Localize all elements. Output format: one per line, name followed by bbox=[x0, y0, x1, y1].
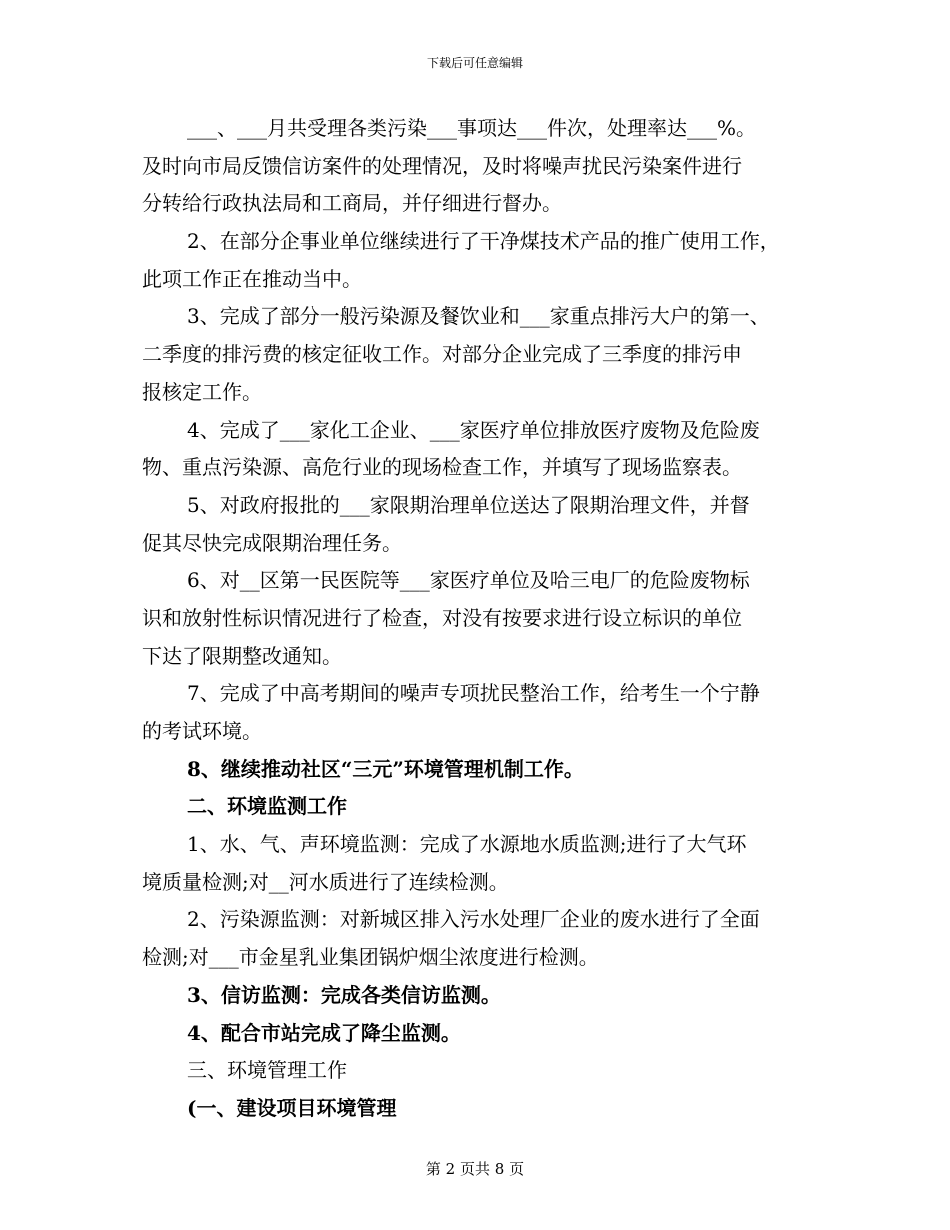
text-line: 物、重点污染源、高危行业的现场检查工作，并填写了现场监察表。 bbox=[142, 455, 742, 480]
text-line: 2、在部分企事业单位继续进行了干净煤技术产品的推广使用工作， bbox=[187, 229, 780, 254]
text-line: 4、配合市站完成了降尘监测。 bbox=[187, 1020, 461, 1045]
text-line: 的考试环境。 bbox=[142, 719, 262, 743]
text-line: 三、环境管理工作 bbox=[187, 1058, 347, 1083]
text-line: 2、污染源监测：对新城区排入污水处理厂企业的废水进行了全面 bbox=[187, 907, 760, 932]
text-line: 3、信访监测：完成各类信访监测。 bbox=[187, 982, 501, 1007]
text-line: 此项工作正在推动当中。 bbox=[142, 266, 362, 291]
text-line: 下达了限期整改通知。 bbox=[142, 643, 342, 668]
text-line: 及时向市局反馈信访案件的处理情况，及时将噪声扰民污染案件进行 bbox=[142, 153, 742, 178]
text-line: 3、完成了部分一般污染源及餐饮业和___家重点排污大户的第一、 bbox=[187, 304, 770, 329]
page-header: 下载后可任意编辑 bbox=[426, 56, 523, 70]
text-line: 检测;对___市金星乳业集团锅炉烟尘浓度进行检测。 bbox=[142, 945, 599, 970]
text-line: ___、___月共受理各类污染___事项达___件次，处理率达___%。 bbox=[187, 116, 757, 140]
text-line: 二季度的排污费的核定征收工作。对部分企业完成了三季度的排污申 bbox=[142, 342, 742, 367]
text-line: 二、环境监测工作 bbox=[187, 794, 347, 819]
text-line: 1、水、气、声环境监测：完成了水源地水质监测;进行了大气环 bbox=[187, 832, 747, 857]
text-line: 4、完成了___家化工企业、___家医疗单位排放医疗废物及危险废 bbox=[187, 417, 760, 442]
text-line: 促其尽快完成限期治理任务。 bbox=[142, 530, 402, 555]
text-line: 境质量检测;对__河水质进行了连续检测。 bbox=[142, 869, 509, 894]
document-body bbox=[142, 110, 814, 1128]
text-line: 8、继续推动社区“三元”环境管理机制工作。 bbox=[187, 756, 584, 781]
text-line: 分转给行政执法局和工商局，并仔细进行督办。 bbox=[142, 191, 562, 216]
text-line: 6、对__区第一民医院等___家医疗单位及哈三电厂的危险废物标 bbox=[187, 568, 750, 593]
text-line: 识和放射性标识情况进行了检查，对没有按要求进行设立标识的单位 bbox=[142, 605, 742, 630]
text-line: 报核定工作。 bbox=[142, 379, 262, 404]
text-line: 7、完成了中高考期间的噪声专项扰民整治工作，给考生一个宁静 bbox=[187, 681, 760, 706]
page-footer: 第 2 页共 8 页 bbox=[425, 1160, 525, 1178]
text-line: (一、建设项目环境管理 bbox=[187, 1095, 397, 1120]
text-line: 5、对政府报批的___家限期治理单位送达了限期治理文件，并督 bbox=[187, 492, 750, 517]
